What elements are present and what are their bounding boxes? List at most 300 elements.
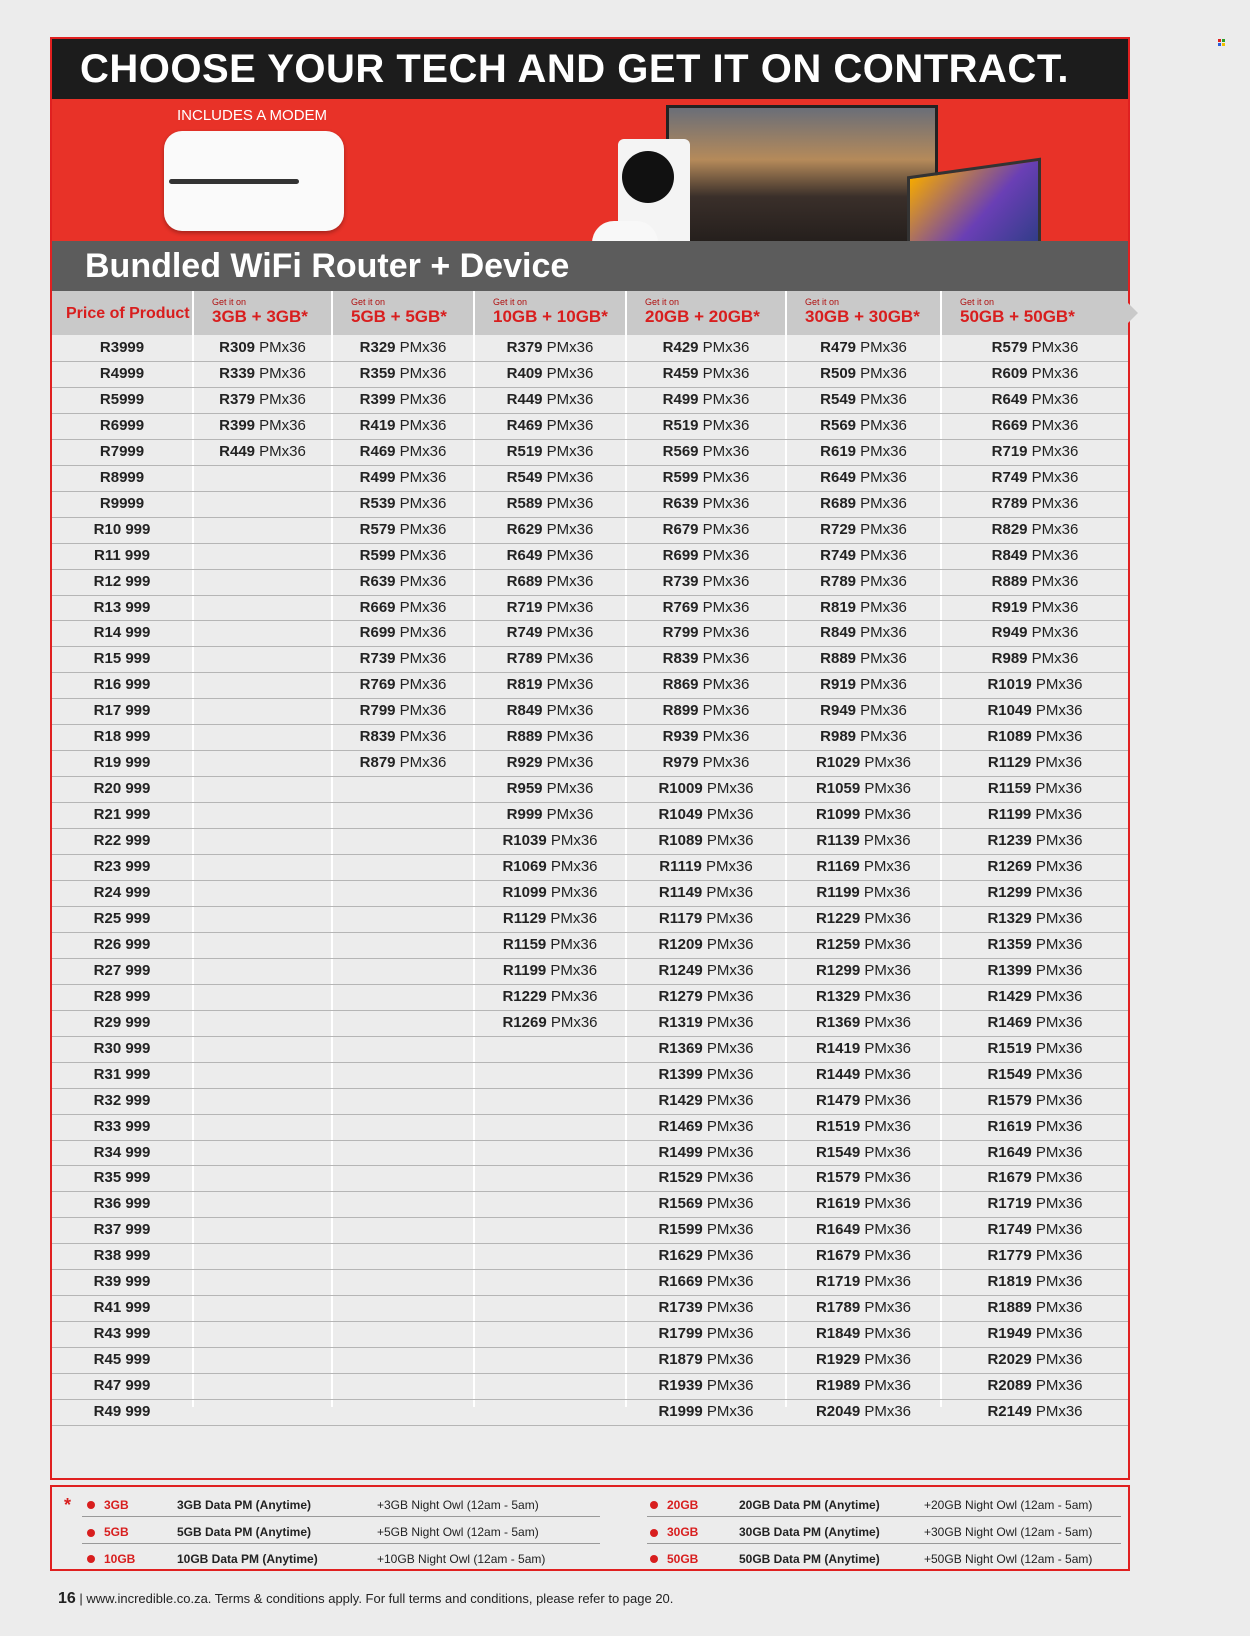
product-price-cell: R41 999 — [93, 1299, 151, 1317]
product-price-cell: R47 999 — [93, 1377, 151, 1395]
product-price-cell: R7999 — [99, 442, 145, 460]
monthly-price-cell — [475, 1165, 625, 1191]
monthly-price-cell: R1789 PMx36 — [815, 1299, 912, 1317]
monthly-price-cell: R1169 PMx36 — [816, 858, 911, 876]
monthly-price-cell — [475, 1295, 625, 1321]
product-price-cell: R23 999 — [93, 858, 151, 876]
monthly-price-cell: R1019 PMx36 — [987, 676, 1083, 694]
monthly-price-cell — [475, 1062, 625, 1088]
monthly-price-cell: R1519 PMx36 — [815, 1117, 912, 1135]
monthly-price-cell: R749 PMx36 — [991, 468, 1079, 486]
monthly-price-cell: R1369 PMx36 — [815, 1013, 912, 1031]
plan-header-20gb: Get it on 20GB + 20GB* — [627, 291, 785, 335]
monthly-price-cell: R699 PMx36 — [359, 624, 447, 642]
monthly-price-cell: R769 PMx36 — [359, 676, 447, 694]
monthly-price-cell: R549 PMx36 — [506, 468, 594, 486]
monthly-price-cell: R1529 PMx36 — [658, 1169, 754, 1187]
monthly-price-cell: R1319 PMx36 — [658, 1013, 754, 1031]
monthly-price-cell: R1239 PMx36 — [987, 832, 1083, 850]
monthly-price-cell: R519 PMx36 — [662, 416, 750, 434]
monthly-price-cell: R1599 PMx36 — [658, 1221, 754, 1239]
table-row — [52, 620, 1128, 646]
monthly-price-cell — [333, 828, 473, 854]
monthly-price-cell — [333, 1243, 473, 1269]
brand-mark-icon — [1218, 33, 1225, 40]
legend-dot — [87, 1529, 95, 1537]
monthly-price-cell: R939 PMx36 — [662, 728, 750, 746]
monthly-price-cell: R869 PMx36 — [662, 676, 750, 694]
legend-data: 3GB Data PM (Anytime) — [177, 1498, 312, 1512]
monthly-price-cell — [194, 906, 331, 932]
monthly-price-cell: R1549 PMx36 — [815, 1143, 912, 1161]
monthly-price-cell — [475, 1217, 625, 1243]
monthly-price-cell — [475, 1373, 625, 1399]
monthly-price-cell: R569 PMx36 — [662, 442, 750, 460]
monthly-price-cell: R699 PMx36 — [662, 546, 750, 564]
monthly-price-cell: R1719 PMx36 — [815, 1273, 912, 1291]
table-row — [52, 1088, 1128, 1114]
monthly-price-cell: R1779 PMx36 — [987, 1247, 1083, 1265]
table-row — [52, 1114, 1128, 1140]
monthly-price-cell: R1299 PMx36 — [987, 884, 1083, 901]
monthly-price-cell: R719 PMx36 — [506, 598, 594, 616]
table-row — [52, 595, 1128, 621]
monthly-price-cell: R1939 PMx36 — [658, 1377, 754, 1395]
monthly-price-cell: R1199 PMx36 — [502, 961, 598, 979]
monthly-price-cell: R1269 PMx36 — [987, 858, 1083, 876]
monthly-price-cell: R1569 PMx36 — [658, 1195, 754, 1213]
monthly-price-cell — [194, 854, 331, 880]
monthly-price-cell: R919 PMx36 — [820, 676, 907, 694]
monthly-price-cell: R1329 PMx36 — [815, 987, 912, 1005]
tv-image — [666, 105, 938, 259]
monthly-price-cell: R579 PMx36 — [359, 520, 447, 538]
price-column-header: Price of Product — [52, 291, 192, 335]
monthly-price-cell: R1719 PMx36 — [987, 1195, 1083, 1213]
monthly-price-cell — [475, 1243, 625, 1269]
monthly-price-cell: R1129 PMx36 — [987, 754, 1083, 772]
monthly-price-cell: R539 PMx36 — [359, 494, 447, 512]
legend-tag: 50GB — [667, 1552, 699, 1566]
footer — [58, 1590, 673, 1608]
monthly-price-cell: R1889 PMx36 — [987, 1299, 1083, 1317]
table-row — [52, 802, 1128, 828]
monthly-price-cell: R799 PMx36 — [662, 624, 750, 642]
monthly-price-cell: R1069 PMx36 — [502, 858, 598, 876]
monthly-price-cell — [194, 984, 331, 1010]
monthly-price-cell: R1209 PMx36 — [658, 935, 754, 953]
monthly-price-cell: R579 PMx36 — [991, 339, 1079, 356]
monthly-price-cell — [333, 1191, 473, 1217]
table-row — [52, 491, 1128, 517]
monthly-price-cell: R879 PMx36 — [359, 754, 447, 772]
monthly-price-cell: R1879 PMx36 — [658, 1351, 754, 1369]
table-row — [52, 543, 1128, 569]
legend-dot — [650, 1555, 658, 1563]
monthly-price-cell: R1049 PMx36 — [658, 806, 754, 824]
monthly-price-cell: R1029 PMx36 — [815, 754, 912, 772]
monthly-price-cell — [194, 1010, 331, 1036]
monthly-price-cell — [194, 1243, 331, 1269]
monthly-price-cell — [333, 1140, 473, 1166]
product-price-cell: R4999 — [99, 364, 145, 382]
modem-label: INCLUDES A MODEM — [177, 107, 328, 124]
monthly-price-cell: R1929 PMx36 — [815, 1351, 912, 1369]
table-row — [52, 854, 1128, 880]
monthly-price-cell: R1279 PMx36 — [658, 987, 754, 1005]
monthly-price-cell — [194, 932, 331, 958]
monthly-price-cell: R1369 PMx36 — [658, 1039, 754, 1057]
legend-owl: +20GB Night Owl (12am - 5am) — [924, 1498, 1093, 1512]
monthly-price-cell — [194, 1062, 331, 1088]
monthly-price-cell: R959 PMx36 — [506, 780, 594, 798]
table-header — [52, 291, 1128, 335]
monthly-price-cell — [333, 1062, 473, 1088]
monthly-price-cell — [333, 802, 473, 828]
monthly-price-cell: R339 PMx36 — [219, 364, 306, 382]
table-row — [52, 880, 1128, 906]
product-price-cell: R15 999 — [93, 650, 151, 668]
monthly-price-cell: R949 PMx36 — [820, 702, 907, 720]
monthly-price-cell: R789 PMx36 — [506, 650, 594, 668]
product-price-cell: R34 999 — [93, 1143, 151, 1161]
product-price-cell: R17 999 — [93, 702, 151, 720]
product-price-cell: R22 999 — [93, 832, 151, 850]
legend-dot — [87, 1555, 95, 1563]
product-price-cell: R39 999 — [93, 1273, 151, 1291]
monthly-price-cell: R789 PMx36 — [991, 494, 1079, 512]
monthly-price-cell: R399 PMx36 — [219, 416, 306, 434]
monthly-price-cell: R789 PMx36 — [820, 572, 907, 590]
table-row — [52, 413, 1128, 439]
monthly-price-cell: R1629 PMx36 — [658, 1247, 754, 1265]
monthly-price-cell: R1469 PMx36 — [658, 1117, 754, 1135]
monthly-price-cell — [194, 1165, 331, 1191]
monthly-price-cell: R1549 PMx36 — [987, 1065, 1083, 1083]
monthly-price-cell — [475, 1321, 625, 1347]
monthly-price-cell: R1819 PMx36 — [987, 1273, 1083, 1291]
product-price-cell: R8999 — [99, 468, 145, 486]
monthly-price-cell: R649 PMx36 — [991, 390, 1079, 408]
monthly-price-cell — [333, 1321, 473, 1347]
table-row — [52, 1165, 1128, 1191]
monthly-price-cell — [333, 880, 473, 906]
monthly-price-cell — [333, 854, 473, 880]
monthly-price-cell: R589 PMx36 — [506, 494, 594, 512]
monthly-price-cell — [194, 1321, 331, 1347]
monthly-price-cell — [194, 646, 331, 672]
table-row — [52, 984, 1128, 1010]
monthly-price-cell — [194, 1191, 331, 1217]
table-row — [52, 1062, 1128, 1088]
product-price-cell: R32 999 — [93, 1091, 151, 1109]
plan-header-5gb: Get it on 5GB + 5GB* — [333, 291, 473, 335]
legend-tag: 30GB — [667, 1525, 699, 1539]
monthly-price-cell: R1159 PMx36 — [987, 780, 1083, 798]
plan-header-10gb: Get it on 10GB + 10GB* — [475, 291, 625, 335]
monthly-price-cell: R1469 PMx36 — [987, 1013, 1083, 1031]
legend-dot — [650, 1501, 658, 1509]
monthly-price-cell: R2049 PMx36 — [815, 1403, 912, 1421]
monthly-price-cell: R599 PMx36 — [359, 546, 447, 564]
product-price-cell: R24 999 — [93, 884, 151, 901]
table-row — [52, 1269, 1128, 1295]
monthly-price-cell: R2029 PMx36 — [987, 1351, 1083, 1369]
monthly-price-cell — [194, 1140, 331, 1166]
monthly-price-cell: R1429 PMx36 — [987, 987, 1083, 1005]
monthly-price-cell: R1739 PMx36 — [658, 1299, 754, 1317]
monthly-price-cell: R1089 PMx36 — [658, 832, 754, 850]
monthly-price-cell: R1229 PMx36 — [815, 909, 912, 927]
product-price-cell: R28 999 — [93, 987, 151, 1005]
monthly-price-cell — [475, 1140, 625, 1166]
bundle-title: Bundled WiFi Router + Device — [85, 247, 570, 285]
monthly-price-cell — [194, 465, 331, 491]
table-row — [52, 724, 1128, 750]
table-row — [52, 1036, 1128, 1062]
monthly-price-cell — [333, 958, 473, 984]
monthly-price-cell: R1199 PMx36 — [816, 884, 911, 901]
monthly-price-cell: R739 PMx36 — [359, 650, 447, 668]
legend — [50, 1485, 1130, 1571]
monthly-price-cell: R849 PMx36 — [991, 546, 1079, 564]
monthly-price-cell — [194, 1269, 331, 1295]
legend-tag: 10GB — [104, 1552, 136, 1566]
legend-tag: 5GB — [104, 1525, 129, 1539]
modem-image — [164, 131, 344, 231]
monthly-price-cell: R1049 PMx36 — [987, 702, 1083, 720]
product-price-cell: R45 999 — [93, 1351, 151, 1369]
monthly-price-cell: R2089 PMx36 — [987, 1377, 1083, 1395]
monthly-price-cell: R1199 PMx36 — [987, 806, 1083, 824]
monthly-price-cell: R1129 PMx36 — [502, 909, 598, 927]
product-price-cell: R3999 — [99, 339, 145, 356]
table-row — [52, 672, 1128, 698]
table-row — [52, 1347, 1128, 1373]
legend-tag: 3GB — [104, 1498, 129, 1512]
legend-owl: +50GB Night Owl (12am - 5am) — [924, 1552, 1093, 1566]
monthly-price-cell: R1579 PMx36 — [815, 1169, 912, 1187]
page-number: 16 — [58, 1590, 76, 1607]
footer-text: | www.incredible.co.za. Terms & conditions apply. For full terms and conditions, please refer to page 20. — [79, 1591, 674, 1606]
promo-frame — [50, 37, 1130, 1480]
monthly-price-cell: R309 PMx36 — [219, 339, 306, 356]
monthly-price-cell: R1619 PMx36 — [987, 1117, 1083, 1135]
product-price-cell: R10 999 — [93, 520, 151, 538]
monthly-price-cell: R1089 PMx36 — [987, 728, 1083, 746]
product-price-cell: R19 999 — [93, 754, 151, 772]
product-price-cell: R13 999 — [93, 598, 151, 616]
monthly-price-cell: R979 PMx36 — [662, 754, 750, 772]
monthly-price-cell: R429 PMx36 — [662, 339, 750, 356]
table-row — [52, 569, 1128, 595]
monthly-price-cell — [333, 1399, 473, 1425]
monthly-price-cell: R1249 PMx36 — [658, 961, 754, 979]
monthly-price-cell — [194, 802, 331, 828]
legend-data: 5GB Data PM (Anytime) — [177, 1525, 312, 1539]
monthly-price-cell: R479 PMx36 — [820, 339, 907, 356]
monthly-price-cell: R459 PMx36 — [662, 364, 750, 382]
monthly-price-cell: R639 PMx36 — [662, 494, 750, 512]
monthly-price-cell: R1999 PMx36 — [658, 1403, 754, 1421]
monthly-price-cell: R829 PMx36 — [991, 520, 1079, 538]
monthly-price-cell: R1449 PMx36 — [815, 1065, 912, 1083]
monthly-price-cell: R989 PMx36 — [820, 728, 907, 746]
table-row — [52, 750, 1128, 776]
monthly-price-cell — [194, 543, 331, 569]
monthly-price-cell — [333, 906, 473, 932]
monthly-price-cell: R359 PMx36 — [359, 364, 447, 382]
product-price-cell: R20 999 — [93, 780, 151, 798]
monthly-price-cell: R839 PMx36 — [662, 650, 750, 668]
product-price-cell: R49 999 — [93, 1403, 151, 1421]
table-row — [52, 932, 1128, 958]
monthly-price-cell — [194, 1295, 331, 1321]
monthly-price-cell: R669 PMx36 — [991, 416, 1079, 434]
legend-data: 30GB Data PM (Anytime) — [739, 1525, 880, 1539]
plan-header-50gb: Get it on 50GB + 50GB* — [942, 291, 1128, 335]
monthly-price-cell: R1649 PMx36 — [987, 1143, 1083, 1161]
table-row — [52, 1373, 1128, 1399]
legend-tag: 20GB — [667, 1498, 699, 1512]
monthly-price-cell: R469 PMx36 — [506, 416, 594, 434]
monthly-price-cell — [333, 1217, 473, 1243]
monthly-price-cell: R1099 PMx36 — [815, 806, 912, 824]
product-price-cell: R43 999 — [93, 1325, 151, 1343]
monthly-price-cell — [194, 1373, 331, 1399]
plan-header-3gb: Get it on 3GB + 3GB* — [194, 291, 331, 335]
monthly-price-cell: R1179 PMx36 — [658, 909, 754, 927]
table-row — [52, 1399, 1128, 1425]
monthly-price-cell: R1009 PMx36 — [658, 780, 754, 798]
product-price-cell: R12 999 — [93, 572, 151, 590]
monthly-price-cell — [194, 828, 331, 854]
table-row — [52, 698, 1128, 724]
legend-data: 10GB Data PM (Anytime) — [177, 1552, 318, 1566]
product-price-cell: R9999 — [99, 494, 145, 512]
monthly-price-cell: R449 PMx36 — [506, 390, 594, 408]
legend-owl: +30GB Night Owl (12am - 5am) — [924, 1525, 1093, 1539]
monthly-price-cell — [333, 1165, 473, 1191]
product-price-cell: R30 999 — [93, 1039, 151, 1057]
monthly-price-cell — [194, 595, 331, 621]
monthly-price-cell: R929 PMx36 — [506, 754, 594, 772]
product-price-cell: R35 999 — [93, 1169, 151, 1187]
monthly-price-cell — [194, 1217, 331, 1243]
monthly-price-cell: R989 PMx36 — [991, 650, 1079, 668]
monthly-price-cell: R949 PMx36 — [991, 624, 1079, 642]
monthly-price-cell — [333, 932, 473, 958]
table-row — [52, 1010, 1128, 1036]
monthly-price-cell: R1989 PMx36 — [815, 1377, 912, 1395]
monthly-price-cell: R669 PMx36 — [359, 598, 447, 616]
monthly-price-cell: R899 PMx36 — [662, 702, 750, 720]
monthly-price-cell: R689 PMx36 — [506, 572, 594, 590]
monthly-price-cell: R1259 PMx36 — [815, 935, 912, 953]
monthly-price-cell: R889 PMx36 — [991, 572, 1079, 590]
monthly-price-cell: R449 PMx36 — [219, 442, 306, 460]
monthly-price-cell — [333, 984, 473, 1010]
monthly-price-cell — [333, 776, 473, 802]
monthly-price-cell: R749 PMx36 — [506, 624, 594, 642]
table-row — [52, 1321, 1128, 1347]
legend-data: 50GB Data PM (Anytime) — [739, 1552, 880, 1566]
table-row — [52, 1295, 1128, 1321]
table-row — [52, 1217, 1128, 1243]
monthly-price-cell: R849 PMx36 — [506, 702, 594, 720]
monthly-price-cell — [475, 1191, 625, 1217]
monthly-price-cell: R379 PMx36 — [506, 339, 594, 356]
product-price-cell: R27 999 — [93, 961, 151, 979]
monthly-price-cell — [194, 569, 331, 595]
monthly-price-cell — [333, 1010, 473, 1036]
monthly-price-cell — [194, 1088, 331, 1114]
monthly-price-cell: R839 PMx36 — [359, 728, 447, 746]
legend-dot — [87, 1501, 95, 1509]
page-title: CHOOSE YOUR TECH AND GET IT ON CONTRACT. — [52, 39, 1128, 99]
monthly-price-cell: R1269 PMx36 — [502, 1013, 598, 1031]
monthly-price-cell: R1099 PMx36 — [502, 884, 598, 901]
monthly-price-cell: R679 PMx36 — [662, 520, 750, 538]
monthly-price-cell: R1399 PMx36 — [987, 961, 1083, 979]
table-row — [52, 465, 1128, 491]
hero-banner — [52, 99, 1128, 299]
product-price-cell: R21 999 — [93, 806, 151, 824]
monthly-price-cell: R889 PMx36 — [820, 650, 907, 668]
monthly-price-cell: R519 PMx36 — [506, 442, 594, 460]
product-price-cell: R36 999 — [93, 1195, 151, 1213]
monthly-price-cell: R919 PMx36 — [991, 598, 1079, 616]
monthly-price-cell: R1649 PMx36 — [815, 1221, 912, 1239]
monthly-price-cell — [475, 1399, 625, 1425]
product-price-cell: R26 999 — [93, 935, 151, 953]
monthly-price-cell: R629 PMx36 — [506, 520, 594, 538]
monthly-price-cell: R1119 PMx36 — [659, 858, 753, 876]
monthly-price-cell — [333, 1114, 473, 1140]
plan-header-30gb: Get it on 30GB + 30GB* — [787, 291, 940, 335]
monthly-price-cell: R849 PMx36 — [820, 624, 907, 642]
monthly-price-cell — [194, 958, 331, 984]
table-row — [52, 906, 1128, 932]
monthly-price-cell — [475, 1269, 625, 1295]
legend-owl: +10GB Night Owl (12am - 5am) — [377, 1552, 546, 1566]
monthly-price-cell: R379 PMx36 — [219, 390, 306, 408]
monthly-price-cell: R1679 PMx36 — [815, 1247, 912, 1265]
monthly-price-cell: R549 PMx36 — [820, 390, 907, 408]
product-price-cell: R16 999 — [93, 676, 151, 694]
monthly-price-cell — [194, 698, 331, 724]
monthly-price-cell: R1419 PMx36 — [815, 1039, 912, 1057]
monthly-price-cell: R1519 PMx36 — [987, 1039, 1083, 1057]
table-row — [52, 361, 1128, 387]
monthly-price-cell — [194, 724, 331, 750]
table-row — [52, 828, 1128, 854]
monthly-price-cell: R649 PMx36 — [820, 468, 907, 486]
product-price-cell: R37 999 — [93, 1221, 151, 1239]
monthly-price-cell: R999 PMx36 — [506, 806, 594, 824]
product-price-cell: R11 999 — [94, 546, 150, 564]
monthly-price-cell: R1849 PMx36 — [815, 1325, 912, 1343]
monthly-price-cell — [194, 517, 331, 543]
monthly-price-cell: R1299 PMx36 — [815, 961, 912, 979]
monthly-price-cell — [475, 1088, 625, 1114]
monthly-price-cell: R1059 PMx36 — [815, 780, 912, 798]
monthly-price-cell: R1799 PMx36 — [658, 1325, 754, 1343]
monthly-price-cell: R1159 PMx36 — [502, 935, 598, 953]
monthly-price-cell — [333, 1088, 473, 1114]
monthly-price-cell: R609 PMx36 — [991, 364, 1079, 382]
monthly-price-cell: R769 PMx36 — [662, 598, 750, 616]
